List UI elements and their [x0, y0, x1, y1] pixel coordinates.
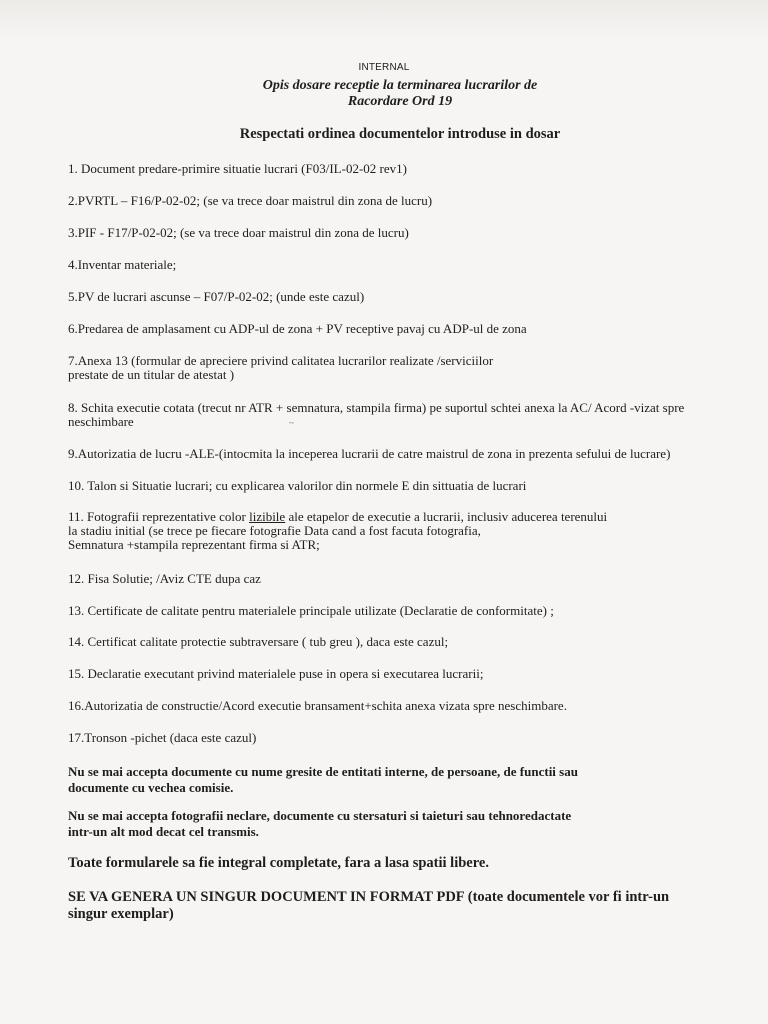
list-item-9: 9.Autorizatia de lucru -ALE-(intocmita la inceperea lucrarii de catre maistrul de zona in prezenta sefului de lucrare) [68, 446, 671, 461]
document-title [0, 78, 768, 110]
list-item-8 [68, 401, 748, 429]
list-item-2: 2.PVRTL – F16/P-02-02; (se va trece doar maistrul din zona de lucru) [68, 193, 433, 208]
note-photos-line-2: intr-un alt mod decat cel transmis. [68, 824, 259, 839]
scan-speck: ~ [289, 418, 294, 428]
note-pdf [68, 889, 728, 923]
title-line-1: Opis dosare receptie la terminarea lucrarilor de [262, 78, 538, 93]
note-pdf-line-1: SE VA GENERA UN SINGUR DOCUMENT IN FORMAT PDF (toate documentele vor fi intr-un [68, 889, 670, 905]
list-item-11 [68, 510, 748, 552]
list-item-3: 3.PIF - F17/P-02-02; (se va trece doar maistrul din zona de lucru) [68, 225, 409, 240]
list-item-8-line-1: 8. Schita executie cotata (trecut nr ATR + semnatura, stampila firma) pe suportul schtei anexa la AC/ Acord -vizat spre [68, 400, 685, 415]
list-item-7 [68, 354, 748, 382]
note-complete-forms: Toate formularele sa fie integral completate, fara a lasa spatii libere. [68, 855, 489, 871]
note-photos [68, 808, 708, 840]
list-item-11-line-1 [68, 510, 748, 524]
list-item-14: 14. Certificat calitate protectie subtraversare ( tub greu ), daca este cazul; [68, 634, 449, 649]
list-item-13: 13. Certificate de calitate pentru materialele principale utilizate (Declaratie de conformitate) ; [68, 603, 554, 618]
scan-edge-shadow [0, 0, 768, 40]
title-line-2: Racordare Ord 19 [347, 94, 453, 109]
list-item-11-line-1-start: 11. Fotografii reprezentative color [68, 509, 250, 524]
list-item-11-line-2: la stadiu initial (se trece pe fiecare fotografie Data cand a fost facuta fotografia, [68, 523, 481, 538]
note-names-line-1: Nu se mai accepta documente cu nume gresite de entitati interne, de persoane, de functii sau [68, 764, 578, 779]
note-names [68, 764, 708, 796]
list-item-11-line-1-end: ale etapelor de executie a lucrarii, inclusiv aducerea terenului [285, 509, 608, 524]
list-item-5: 5.PV de lucrari ascunse – F07/P-02-02; (unde este cazul) [68, 289, 365, 304]
list-item-12: 12. Fisa Solutie; /Aviz CTE dupa caz [68, 571, 261, 586]
list-item-4: 4.Inventar materiale; [68, 257, 177, 272]
list-item-6: 6.Predarea de amplasament cu ADP-ul de zona + PV receptive pavaj cu ADP-ul de zona [68, 321, 527, 336]
list-item-16: 16.Autorizatia de constructie/Acord executie bransament+schita anexa vizata spre neschimbare. [68, 698, 567, 713]
document-subtitle: Respectati ordinea documentelor introduse in dosar [239, 126, 561, 142]
list-item-10: 10. Talon si Situatie lucrari; cu explicarea valorilor din normele E din sittuatia de lucrari [68, 478, 527, 493]
note-pdf-line-2: singur exemplar) [68, 906, 174, 922]
underlined-word: lizibile [249, 509, 286, 524]
list-item-1: 1. Document predare-primire situatie lucrari (F03/IL-02-02 rev1) [68, 161, 407, 176]
classification-label: INTERNAL [358, 62, 410, 73]
list-item-7-line-1: 7.Anexa 13 (formular de apreciere privind calitatea lucrarilor realizate /serviciilor [68, 353, 494, 368]
list-item-15: 15. Declaratie executant privind materialele puse in opera si executarea lucrarii; [68, 666, 484, 681]
note-photos-line-1: Nu se mai accepta fotografii neclare, documente cu stersaturi si taieturi sau tehnoredactate [68, 808, 572, 823]
list-item-7-line-2: prestate de un titular de atestat ) [68, 367, 235, 382]
list-item-11-line-3: Semnatura +stampila reprezentant firma si ATR; [68, 537, 320, 552]
list-item-8-line-2: neschimbare [68, 414, 134, 429]
note-names-line-2: documente cu vechea comisie. [68, 780, 234, 795]
list-item-17: 17.Tronson -pichet (daca este cazul) [68, 730, 257, 745]
